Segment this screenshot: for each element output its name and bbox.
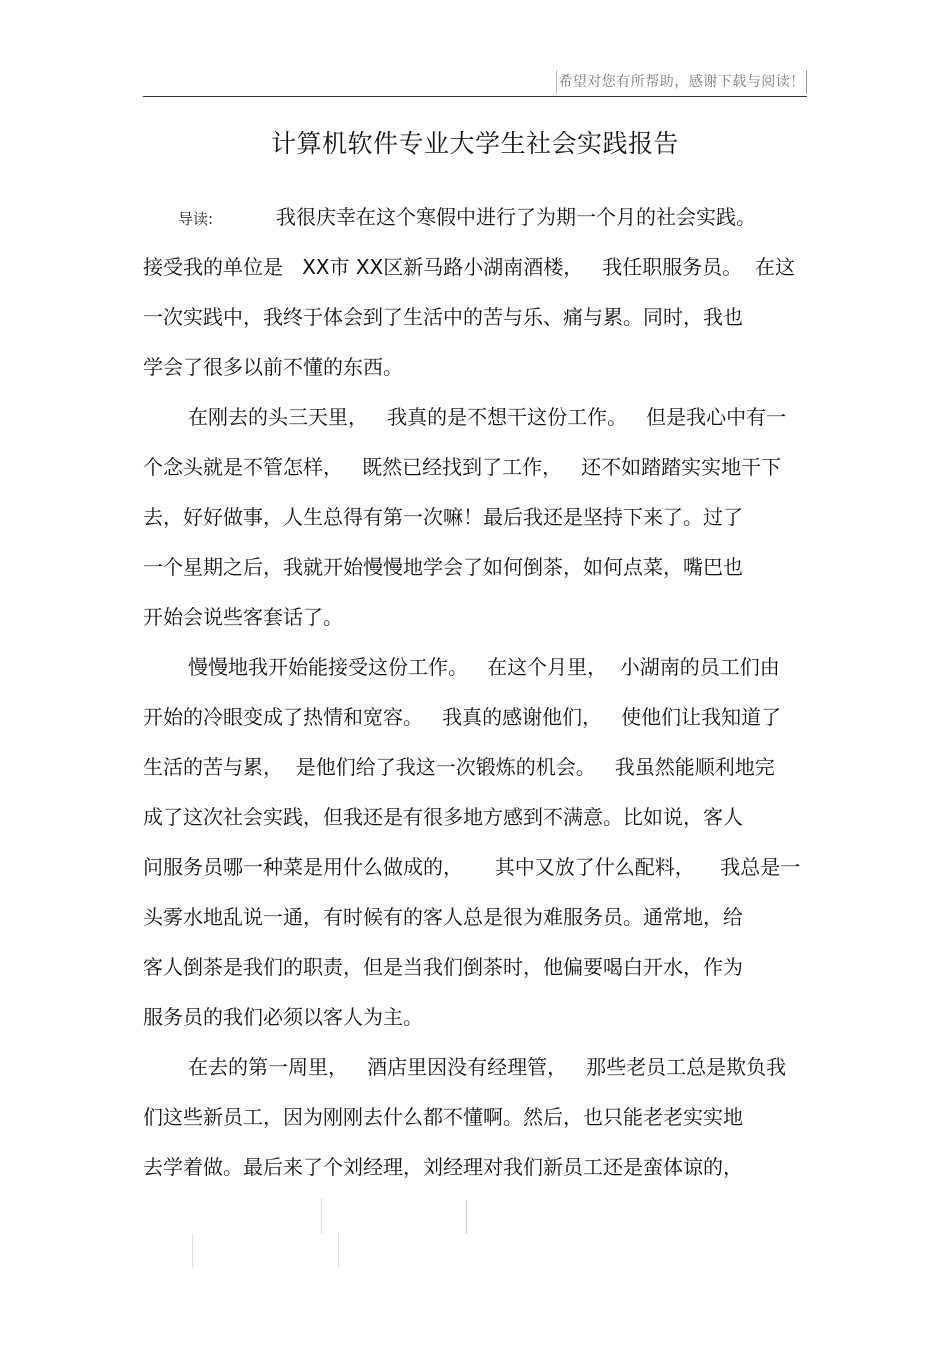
paragraph-line: 接受我的单位是 XX市 XX区新马路小湖南酒楼， 我任职服务员。 在这 (143, 255, 796, 279)
paragraph-line: 开始会说些客套话了。 (143, 605, 343, 629)
paragraph-line: 客人倒茶是我们的职责，但是当我们倒茶时，他偏要喝白开水，作为 (143, 955, 743, 979)
scan-artifact-line (192, 1234, 193, 1268)
paragraph-line: 个念头就是不管怎样， 既然已经找到了工作， 还不如踏踏实实地干下 (143, 455, 782, 479)
header-divider (143, 96, 807, 97)
document-title: 计算机软件专业大学生社会实践报告 (270, 129, 679, 158)
paragraph-line: 去学着做。最后来了个刘经理，刘经理对我们新员工还是蛮体谅的， (143, 1155, 743, 1179)
paragraph-line: 我很庆幸在这个寒假中进行了为期一个月的社会实践。 (276, 205, 756, 229)
paragraph-line: 开始的冷眼变成了热情和宽容。 我真的感谢他们， 使他们让我知道了 (143, 705, 782, 729)
paragraph-line: 头雾水地乱说一通，有时候有的客人总是很为难服务员。通常地，给 (143, 905, 743, 929)
paragraph-line: 学会了很多以前不懂的东西。 (143, 355, 403, 379)
header-tagline: 希望对您有所帮助，感谢下载与阅读！ (556, 70, 807, 94)
paragraph-line: 一次实践中，我终于体会到了生活中的苦与乐、痛与累。同时，我也 (143, 305, 743, 329)
scan-artifact-line (338, 1234, 339, 1268)
paragraph-line: 服务员的我们必须以客人为主。 (143, 1005, 423, 1029)
paragraph-line: 一个星期之后，我就开始慢慢地学会了如何倒茶，如何点菜，嘴巴也 (143, 555, 743, 579)
paragraph-line: 在刚去的头三天里， 我真的是不想干这份工作。 但是我心中有一 (188, 405, 787, 429)
paragraph-line: 去，好好做事，人生总得有第一次嘛！最后我还是坚持下来了。过了 (143, 505, 743, 529)
paragraph-line: 在去的第一周里， 酒店里因没有经理管， 那些老员工总是欺负我 (188, 1055, 787, 1079)
paragraph-line: 慢慢地我开始能接受这份工作。 在这个月里， 小湖南的员工们由 (188, 655, 780, 679)
scan-artifact-line (321, 1198, 322, 1234)
paragraph-line: 问服务员哪一种菜是用什么做成的， 其中又放了什么配料， 我总是一 (143, 855, 801, 879)
paragraph-line: 生活的苦与累， 是他们给了我这一次锻炼的机会。 我虽然能顺利地完 (143, 755, 775, 779)
lead-label: 导读: (178, 210, 214, 228)
scan-artifact-line (466, 1200, 467, 1234)
paragraph-line: 成了这次社会实践，但我还是有很多地方感到不满意。比如说，客人 (143, 805, 743, 829)
paragraph-line: 们这些新员工，因为刚刚去什么都不懂啊。然后，也只能老老实实地 (143, 1105, 743, 1129)
